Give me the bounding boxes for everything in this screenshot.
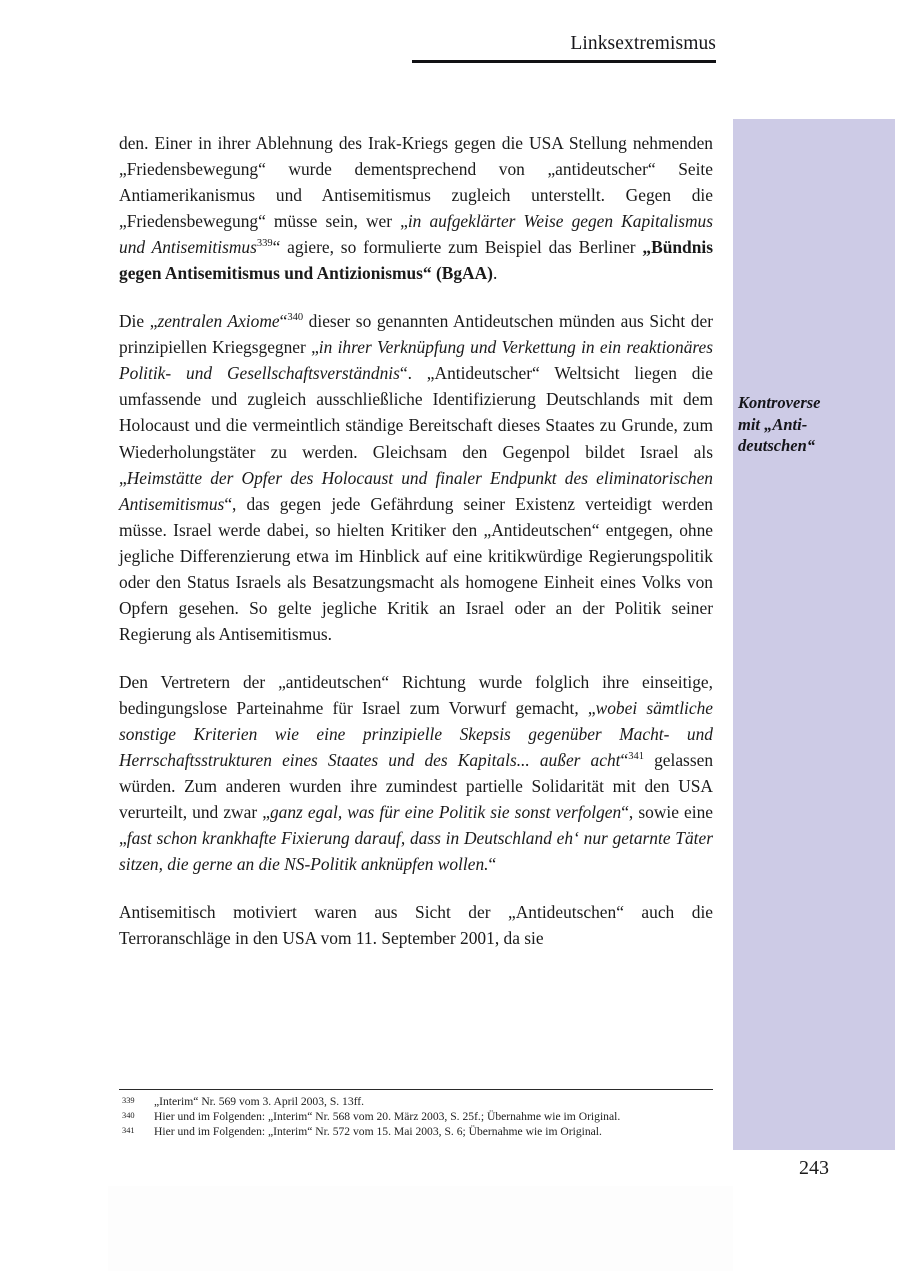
footnote-item	[119, 1109, 713, 1124]
main-text-column	[119, 130, 713, 951]
margin-note-line-3: deutschen“	[738, 436, 816, 455]
footnote-text: Hier und im Folgenden: „Interim“ Nr. 572 vom 15. Mai 2003, S. 6; Übernahme wie im Original.	[154, 1125, 602, 1139]
footnote-item	[119, 1124, 713, 1139]
paragraph-4: Antisemitisch motiviert waren aus Sicht der „Antideutschen“ auch die Terroranschläge in den USA vom 11. September 2001, da sie	[119, 902, 713, 949]
margin-note-text	[738, 392, 888, 457]
footnote-text: „Interim“ Nr. 569 vom 3. April 2003, S. 13ff.	[154, 1095, 365, 1108]
footnote-number: 341	[122, 1126, 135, 1136]
footnote-separator-rule	[119, 1089, 713, 1090]
p3-part-1: Den Vertretern der „antideutschen“ Richtung wurde folglich ihre einseitige, bedingungslose Parteinahme für Israel zum Vorwurf gemacht, „	[119, 671, 713, 718]
page-left-margin	[0, 0, 108, 1271]
footnote-text: Hier und im Folgenden: „Interim“ Nr. 568 vom 20. März 2003, S. 25f.; Übernahme wie im Original.	[154, 1110, 621, 1124]
p2-italic-3: Heimstätte der Opfer des Holocaust und finaler Endpunkt des eliminatorischen Antisemitismus	[119, 467, 713, 514]
p3-part-4: “, sowie eine „	[119, 802, 713, 849]
footnote-list	[119, 1094, 713, 1140]
p1-part-3: .	[492, 263, 498, 284]
margin-note-line-1: Kontroverse	[738, 393, 821, 412]
p1-quote-open: „	[400, 211, 408, 232]
p3-part-5: “	[488, 854, 497, 875]
p3-italic-2: ganz egal, was für eine Politik sie sonst verfolgen	[269, 802, 622, 823]
p2-part-4: “. „Antideutscher“ Weltsicht liegen die umfassende und zugleich ausschließliche Identifizierung Deutschlands mit dem Holocaust und die vermeintlich ständige Bereitschaft dieses Staates zu Grunde, zum Wiederholungstäter zu werden. Gleichsam den Gegenpol bildet Israel als „	[119, 363, 714, 488]
footnote-number: 340	[122, 1111, 135, 1121]
p2-part-3: dieser so genannten Antideutschen münden aus Sicht der prinzipiellen Kriegsgegner „	[119, 311, 713, 358]
p2-italic-1: zentralen Axiome	[157, 311, 280, 332]
p2-part-1: Die „	[119, 311, 158, 332]
footnote-ref-340: 340	[287, 312, 304, 324]
p2-part-2: “	[279, 311, 288, 332]
p3-italic-3: fast schon krankhafte Fixierung darauf, dass in Deutschland eh‘ nur getarnte Täter sitzen, die gerne an die NS-Politik anknüpfen wollen.	[119, 828, 713, 875]
p3-italic-1: wobei sämtliche sonstige Kriterien wie eine prinzipielle Skepsis gegenüber Macht- und Herrschaftsstrukturen eines Staates und des Kapitals... außer acht	[119, 697, 713, 771]
p2-part-5: “, das gegen jede Gefährdung seiner Existenz verteidigt werden müsse. Israel werde dabei, so hielten Kritiker den „Antideutschen“ entgegen, ohne jegliche Differenzierung etwa im Hinblick auf eine kritikwürdige Regierungspolitik oder den Status Israels als Besatzungsmacht als homogene Einheit eines Volks von Opfern gesehen. So gelte jegliche Kritik an Israel oder an der Politik seiner Regierung als Antisemitismus.	[119, 493, 713, 644]
footnote-ref-339: 339	[256, 238, 273, 250]
page-bottom-margin	[108, 1186, 733, 1271]
running-head: Linksextremismus	[570, 33, 716, 54]
margin-note-line-2: mit „Anti-	[738, 414, 808, 434]
running-head-rule	[412, 60, 716, 63]
footnote-item	[119, 1094, 713, 1109]
page-number: 243	[799, 1157, 829, 1179]
footnote-number: 339	[122, 1096, 135, 1105]
p1-bold-organisation: „Bündnis gegen Antisemitismus und Antizionismus“ (BgAA)	[119, 237, 713, 284]
margin-note-panel	[733, 119, 895, 1150]
p3-part-3: gelassen würden. Zum anderen wurden ihre zumindest partielle Solidarität mit den USA verurteilt, und zwar „	[119, 750, 714, 823]
footnote-ref-341: 341	[628, 751, 644, 763]
paragraph-2	[119, 308, 713, 647]
paragraph-1	[119, 130, 713, 286]
p1-quote-italic: in aufgeklärter Weise gegen Kapitalismus und Antisemitismus	[119, 211, 713, 258]
p1-part-1: den. Einer in ihrer Ablehnung des Irak-Kriegs gegen die USA Stellung nehmenden „Friedensbewegung“ wurde dementsprechend von „antideutscher“ Seite Antiamerikanismus und Antisemitismus zugleich unterstellt. Gegen die „Friedensbewegung“ müsse sein, wer	[119, 133, 713, 232]
p1-part-2: agiere, so formulierte zum Beispiel das Berliner	[280, 237, 643, 258]
p2-italic-2: in ihrer Verknüpfung und Verkettung in ein reaktionäres Politik- und Gesellschaftsverständnis	[119, 337, 713, 384]
paragraph-3	[119, 669, 713, 877]
p1-quote-close: “	[272, 237, 281, 258]
p3-part-2: “	[620, 750, 629, 771]
